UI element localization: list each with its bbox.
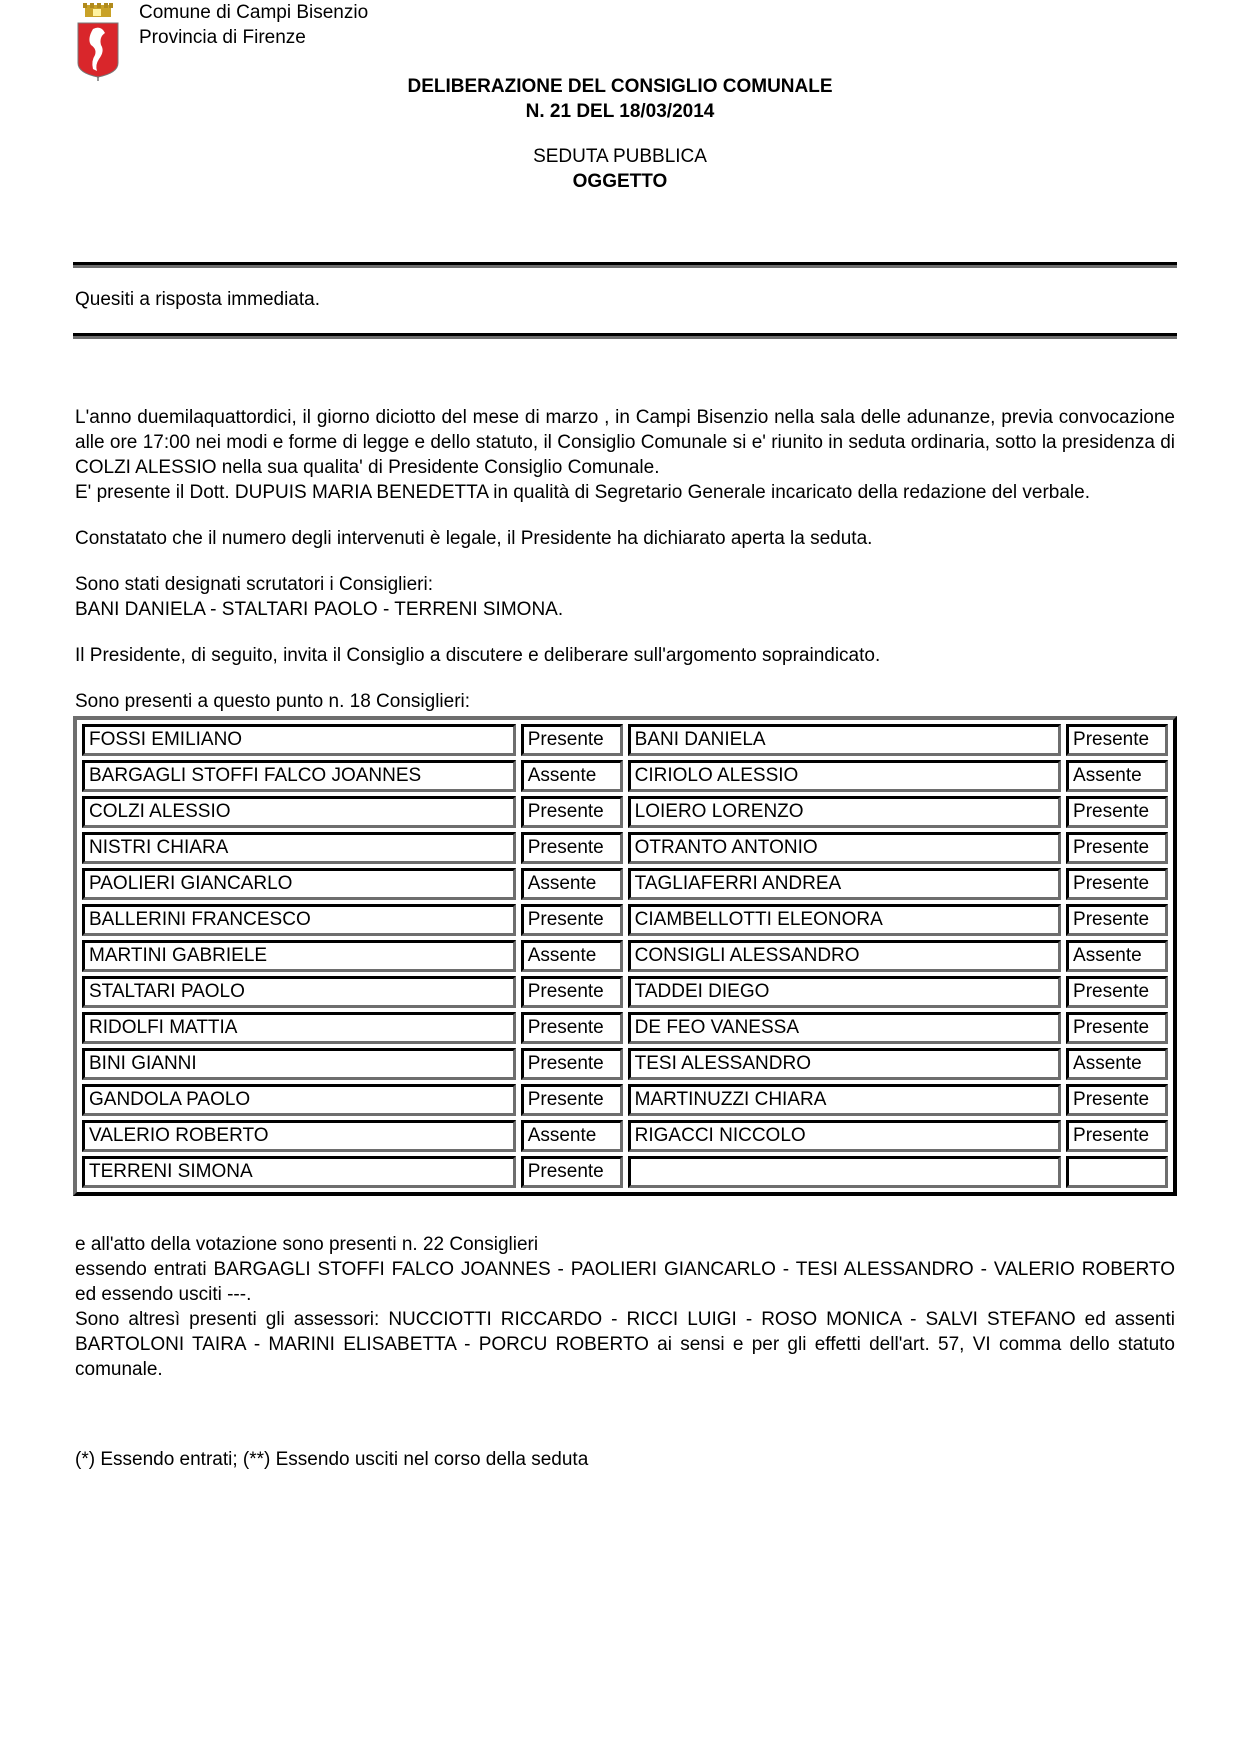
municipality-name: Comune di Campi Bisenzio xyxy=(139,2,369,23)
councillor-name: BINI GIANNI xyxy=(82,1048,516,1080)
attendance-status: Presente xyxy=(1066,976,1168,1008)
subject-text: Quesiti a risposta immediata. xyxy=(75,289,320,310)
councillor-name: CIRIOLO ALESSIO xyxy=(628,760,1061,792)
subject-label: OGGETTO xyxy=(572,171,668,192)
document-number: N. 21 DEL 18/03/2014 xyxy=(525,101,715,122)
discussion-paragraph: Il Presidente, di seguito, invita il Consiglio a discutere e deliberare sull'argomento sopraindicato. xyxy=(75,645,881,666)
scrutineers-names: BANI DANIELA - STALTARI PAOLO - TERRENI SIMONA. xyxy=(75,599,564,620)
table-row xyxy=(82,1048,1168,1080)
councillor-name xyxy=(628,1156,1061,1188)
secretary-paragraph: E' presente il Dott. DUPUIS MARIA BENEDETTA in qualità di Segretario Generale incaricato della redazione del verbale. xyxy=(75,482,1090,503)
entered-exited-paragraph: essendo entrati BARGAGLI STOFFI FALCO JOANNES - PAOLIERI GIANCARLO - TESI ALESSANDRO - VALERIO ROBERTO ed essendo usciti ---. xyxy=(75,1259,1175,1305)
councillor-name: DE FEO VANESSA xyxy=(628,1012,1061,1044)
councillor-name: LOIERO LORENZO xyxy=(628,796,1061,828)
session-block xyxy=(0,144,1240,194)
councillor-name: FOSSI EMILIANO xyxy=(82,724,516,756)
opening-paragraph: L'anno duemilaquattordici, il giorno diciotto del mese di marzo , in Campi Bisenzio nella sala delle adunanze, previa convocazione alle ore 17:00 nei modi e forme di legge e dello statuto, il Consiglio Comunale si e' riunito in seduta ordinaria, sotto la presidenza di COLZI ALESSIO nella sua qualita' di Presidente Consiglio Comunale. xyxy=(75,407,1175,478)
document-title-block xyxy=(0,74,1240,124)
voting-present-line: e all'atto della votazione sono presenti n. 22 Consiglieri xyxy=(75,1234,539,1255)
table-row xyxy=(82,1012,1168,1044)
footnote: (*) Essendo entrati; (**) Essendo usciti nel corso della seduta xyxy=(75,1449,589,1470)
councillor-name: TADDEI DIEGO xyxy=(628,976,1061,1008)
councillor-name: TESI ALESSANDRO xyxy=(628,1048,1061,1080)
attendance-status: Assente xyxy=(1066,940,1168,972)
attendance-status: Presente xyxy=(1066,1120,1168,1152)
councillor-name: VALERIO ROBERTO xyxy=(82,1120,516,1152)
attendance-status: Presente xyxy=(1066,868,1168,900)
coat-of-arms-icon xyxy=(75,3,121,81)
attendance-status: Presente xyxy=(1066,796,1168,828)
councillor-name: CONSIGLI ALESSANDRO xyxy=(628,940,1061,972)
councillor-name: COLZI ALESSIO xyxy=(82,796,516,828)
document-title: DELIBERAZIONE DEL CONSIGLIO COMUNALE xyxy=(407,76,833,97)
table-row xyxy=(82,832,1168,864)
attendance-status: Assente xyxy=(1066,1048,1168,1080)
councillor-name: TAGLIAFERRI ANDREA xyxy=(628,868,1061,900)
present-count-label: Sono presenti a questo punto n. 18 Consiglieri: xyxy=(75,691,471,712)
attendance-status: Presente xyxy=(521,904,623,936)
attendance-status: Presente xyxy=(521,976,623,1008)
table-row xyxy=(82,940,1168,972)
table-row xyxy=(82,1156,1168,1188)
councillor-name: GANDOLA PAOLO xyxy=(82,1084,516,1116)
attendance-status: Presente xyxy=(521,832,623,864)
table-row xyxy=(82,868,1168,900)
separator-top xyxy=(73,262,1177,268)
separator-bottom xyxy=(73,333,1177,339)
session-type: SEDUTA PUBBLICA xyxy=(533,146,707,167)
attendance-status xyxy=(1066,1156,1168,1188)
table-row xyxy=(82,1120,1168,1152)
attendance-status: Assente xyxy=(521,940,623,972)
attendance-status: Presente xyxy=(1066,1084,1168,1116)
table-row xyxy=(82,796,1168,828)
table-row xyxy=(82,760,1168,792)
assessors-paragraph: Sono altresì presenti gli assessori: NUCCIOTTI RICCARDO - RICCI LUIGI - ROSO MONICA - SALVI STEFANO ed assenti BARTOLONI TAIRA - MARINI ELISABETTA - PORCU ROBERTO ai sensi e per gli effetti dell'art. 57, VI comma dello statuto comunale. xyxy=(75,1309,1175,1380)
councillor-name: MARTINUZZI CHIARA xyxy=(628,1084,1061,1116)
attendance-status: Assente xyxy=(521,1120,623,1152)
attendance-status: Presente xyxy=(1066,1012,1168,1044)
province-name: Provincia di Firenze xyxy=(139,27,306,48)
attendance-status: Assente xyxy=(521,868,623,900)
councillor-name: BANI DANIELA xyxy=(628,724,1061,756)
organization-header xyxy=(139,0,368,50)
table-row xyxy=(82,1084,1168,1116)
councillor-name: NISTRI CHIARA xyxy=(82,832,516,864)
attendance-status: Presente xyxy=(521,1048,623,1080)
councillor-name: MARTINI GABRIELE xyxy=(82,940,516,972)
attendance-status: Presente xyxy=(1066,724,1168,756)
table-row xyxy=(82,904,1168,936)
councillor-name: RIGACCI NICCOLO xyxy=(628,1120,1061,1152)
attendance-status: Presente xyxy=(1066,832,1168,864)
councillor-name: RIDOLFI MATTIA xyxy=(82,1012,516,1044)
attendance-status: Presente xyxy=(1066,904,1168,936)
attendance-status: Assente xyxy=(521,760,623,792)
councillor-name: OTRANTO ANTONIO xyxy=(628,832,1061,864)
scrutineers-label: Sono stati designati scrutatori i Consiglieri: xyxy=(75,574,434,595)
councillor-name: TERRENI SIMONA xyxy=(82,1156,516,1188)
attendance-status: Presente xyxy=(521,1156,623,1188)
councillor-name: BARGAGLI STOFFI FALCO JOANNES xyxy=(82,760,516,792)
table-row xyxy=(82,976,1168,1008)
attendance-status: Presente xyxy=(521,1084,623,1116)
attendance-status: Assente xyxy=(1066,760,1168,792)
attendance-table xyxy=(73,716,1177,1196)
councillor-name: PAOLIERI GIANCARLO xyxy=(82,868,516,900)
attendance-status: Presente xyxy=(521,724,623,756)
table-row xyxy=(82,724,1168,756)
quorum-paragraph: Constatato che il numero degli intervenuti è legale, il Presidente ha dichiarato aperta la seduta. xyxy=(75,528,873,549)
councillor-name: CIAMBELLOTTI ELEONORA xyxy=(628,904,1061,936)
councillor-name: BALLERINI FRANCESCO xyxy=(82,904,516,936)
attendance-status: Presente xyxy=(521,796,623,828)
councillor-name: STALTARI PAOLO xyxy=(82,976,516,1008)
attendance-status: Presente xyxy=(521,1012,623,1044)
